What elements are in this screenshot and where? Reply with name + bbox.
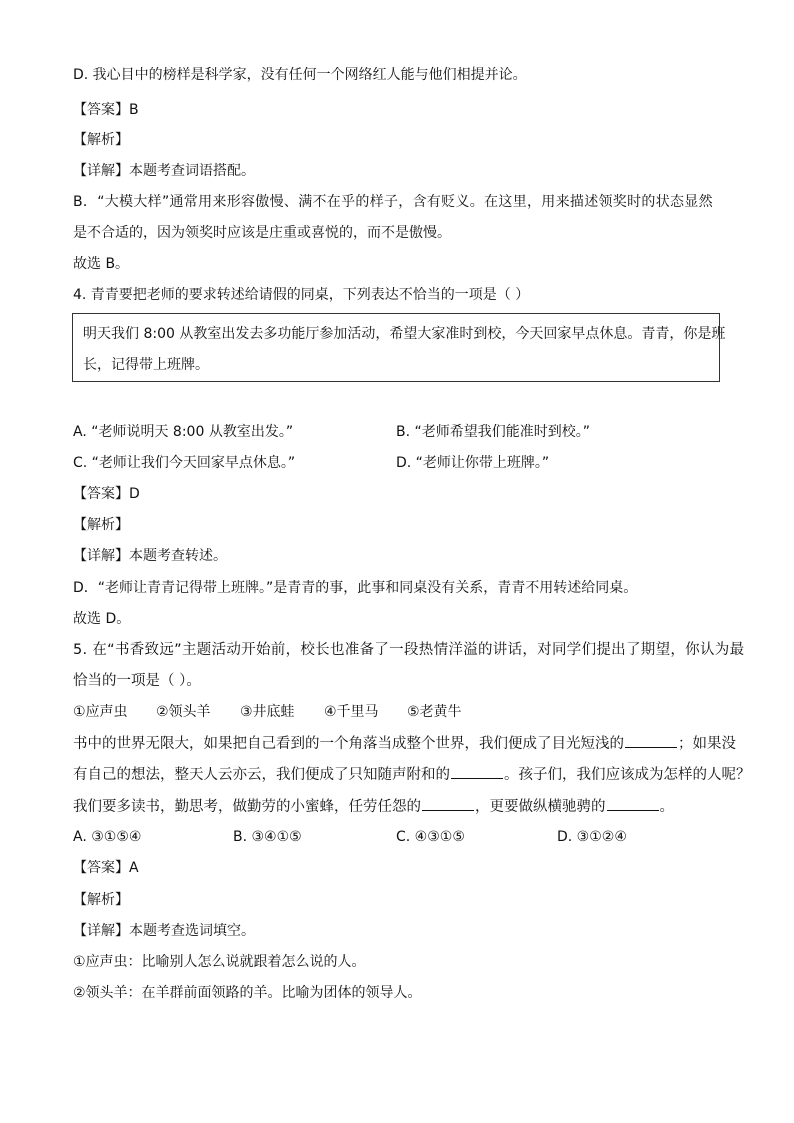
answer-label: 【答案】D [73,486,140,502]
question-4-stem: 4. 青青要把老师的要求转述给请假的同桌，下列表达不恰当的一项是（ ） [73,287,530,303]
explanation-line: 是不合适的，因为领奖时应该是庄重或喜悦的，而不是傲慢。 [73,225,451,241]
answer-label: 【答案】B [73,102,139,118]
explanation-line: D．“老师让青青记得带上班牌。”是青青的事，此事和同桌没有关系，青青不用转述给同桌。 [73,580,638,596]
passage-text: 有自己的想法，整天人云亦云，我们便成了只知随声附和的 [73,767,450,783]
analysis-label: 【解析】 [73,132,129,148]
question-5-option-a: A. ③①⑤④ [73,829,142,845]
passage-text: ；如果没 [678,736,736,752]
quote-line: 明天我们 8:00 从教室出发去多功能厅参加活动，希望大家准时到校，今天回家早点休息。青青，你是班 [83,326,726,342]
passage-text: 我们要多读书，勤思考，做勤劳的小蜜蜂，任劳任怨的 [73,799,421,815]
word-choice: ①应声虫 [73,704,128,720]
conclusion-line: 故选 D。 [73,611,131,627]
passage-text: 。 [659,799,674,815]
passage-text: ，更要做纵横驰骋的 [475,799,606,815]
option-d-text: D. 我心目中的榜样是科学家，没有任何一个网络红人能与他们相提并论。 [73,67,527,83]
analysis-label: 【解析】 [73,517,129,533]
fill-blank [607,796,659,811]
question-5-option-b: B. ③④①⑤ [233,829,302,845]
question-4-option-c: C. “老师让我们今天回家早点休息。” [73,455,296,471]
fill-blank [422,796,474,811]
word-definition: ①应声虫：比喻别人怎么说就跟着怎么说的人。 [73,954,366,970]
answer-label: 【答案】A [73,860,139,876]
word-choice: ④千里马 [324,704,379,720]
word-choice: ③井底蛙 [240,704,295,720]
word-choice: ⑤老黄牛 [407,704,462,720]
passage-line [73,764,751,785]
question-4-option-a: A. “老师说明天 8:00 从教室出发。” [73,424,294,440]
question-5-stem: 恰当的一项是（ ）。 [73,673,201,689]
detail-label: 【详解】本题考查词语搭配。 [73,163,255,179]
passage-text: 。孩子们，我们应该成为怎样的人呢？ [504,767,751,783]
passage-line [73,796,674,817]
question-5-option-c: C. ④③①⑤ [396,829,465,845]
passage-line [73,733,736,754]
quote-line: 长，记得带上班牌。 [83,357,209,373]
detail-label: 【详解】本题考查转述。 [73,548,227,564]
explanation-line: B．“大模大样”通常用来形容傲慢、满不在乎的样子，含有贬义。在这里，用来描述领奖时的状态显然 [73,194,713,210]
passage-text: 书中的世界无限大，如果把自己看到的一个角落当成整个世界，我们便成了目光短浅的 [73,736,624,752]
detail-label: 【详解】本题考查选词填空。 [73,923,255,939]
word-definition: ②领头羊：在羊群前面领路的羊。比喻为团体的领导人。 [73,985,422,1001]
question-4-option-d: D. “老师让你带上班牌。” [396,455,550,471]
question-5-stem: 5. 在“书香致远”主题活动开始前，校长也准备了一段热情洋溢的讲话，对同学们提出了期望，你认为最 [73,642,745,658]
word-choice: ②领头羊 [156,704,211,720]
question-5-option-d: D. ③①②④ [557,829,627,845]
conclusion-line: 故选 B。 [73,256,130,272]
question-4-option-b: B. “老师希望我们能准时到校。” [396,424,591,440]
fill-blank [625,733,677,748]
analysis-label: 【解析】 [73,892,129,908]
teacher-quote-box [72,313,726,382]
fill-blank [451,764,503,779]
